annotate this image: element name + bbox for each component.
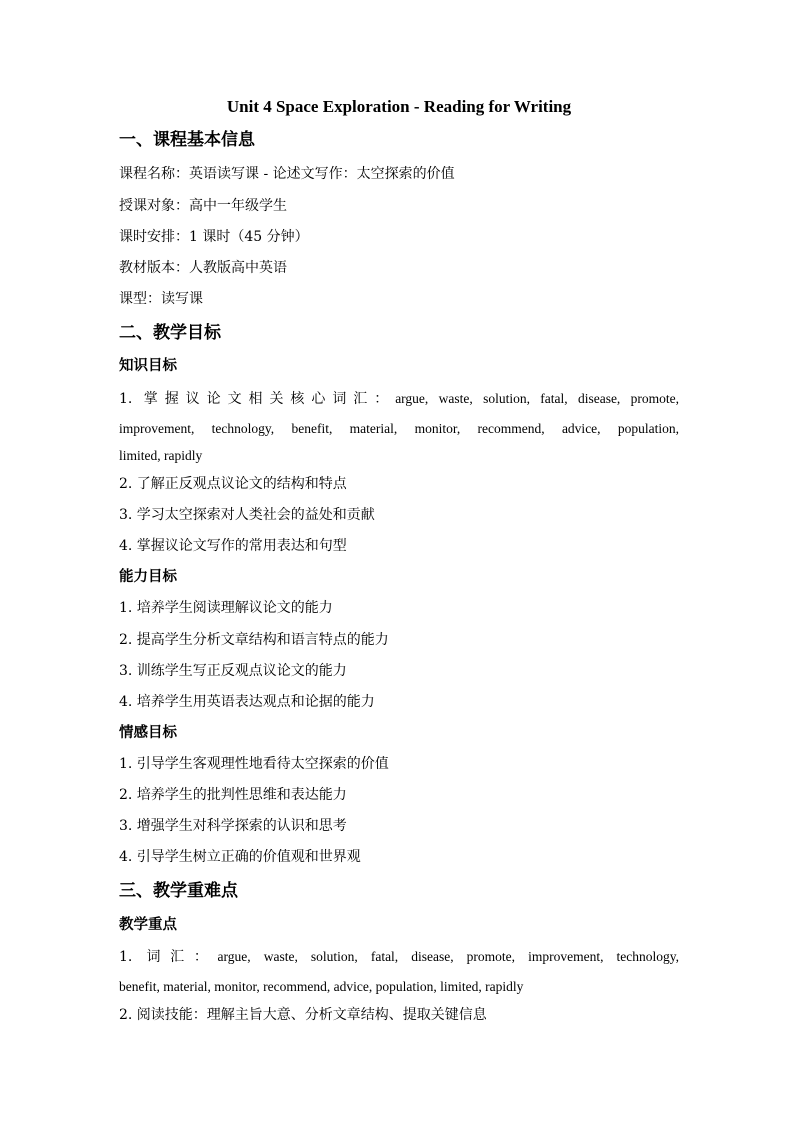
knowledge-item-1-line-1: 1. 掌握议论文相关核心词汇：argue, waste, solution, fatal, disease, promote, bbox=[119, 391, 680, 407]
knowledge-item-1-line-2: improvement, technology, benefit, material, monitor, recommend, advice, population, bbox=[119, 421, 679, 436]
target-students: 授课对象：高中一年级学生 bbox=[119, 198, 287, 214]
knowledge-item-2: 2. 了解正反观点议论文的结构和特点 bbox=[119, 476, 347, 492]
course-name: 课程名称：英语读写课 - 论述文写作：太空探索的价值 bbox=[119, 166, 455, 182]
subheading-ability: 能力目标 bbox=[119, 568, 177, 585]
emotion-item-2: 2. 培养学生的批判性思维和表达能力 bbox=[119, 787, 347, 803]
emotion-item-3: 3. 增强学生对科学探索的认识和思考 bbox=[119, 818, 347, 834]
knowledge-item-3: 3. 学习太空探索对人类社会的益处和贡献 bbox=[119, 507, 375, 523]
knowledge-item-4: 4. 掌握议论文写作的常用表达和句型 bbox=[119, 538, 347, 554]
subheading-knowledge: 知识目标 bbox=[119, 357, 177, 374]
textbook-version: 教材版本：人教版高中英语 bbox=[119, 260, 287, 276]
emotion-item-4: 4. 引导学生树立正确的价值观和世界观 bbox=[119, 849, 361, 865]
ability-item-4: 4. 培养学生用英语表达观点和论据的能力 bbox=[119, 694, 375, 710]
class-hours: 课时安排：1 课时（45 分钟） bbox=[119, 229, 309, 245]
section-heading-key-difficult: 三、教学重难点 bbox=[119, 881, 238, 901]
key-item-2: 2. 阅读技能：理解主旨大意、分析文章结构、提取关键信息 bbox=[119, 1007, 487, 1023]
section-heading-basic-info: 一、课程基本信息 bbox=[119, 130, 255, 150]
ability-item-1: 1. 培养学生阅读理解议论文的能力 bbox=[119, 600, 333, 616]
subheading-key-points: 教学重点 bbox=[119, 916, 177, 933]
section-heading-objectives: 二、教学目标 bbox=[119, 323, 221, 343]
subheading-emotion: 情感目标 bbox=[119, 724, 177, 741]
key-item-1-line-2: benefit, material, monitor, recommend, advice, population, limited, rapidly bbox=[119, 979, 524, 994]
key-item-1-line-1: 1. 词汇：argue, waste, solution, fatal, disease, promote, improvement, technology, bbox=[119, 949, 679, 965]
ability-item-2: 2. 提高学生分析文章结构和语言特点的能力 bbox=[119, 632, 389, 648]
lesson-type: 课型：读写课 bbox=[119, 291, 203, 307]
knowledge-item-1-line-3: limited, rapidly bbox=[119, 448, 203, 463]
emotion-item-1: 1. 引导学生客观理性地看待太空探索的价值 bbox=[119, 756, 389, 772]
ability-item-3: 3. 训练学生写正反观点议论文的能力 bbox=[119, 663, 347, 679]
document-title: Unit 4 Space Exploration - Reading for Writing bbox=[226, 97, 572, 116]
